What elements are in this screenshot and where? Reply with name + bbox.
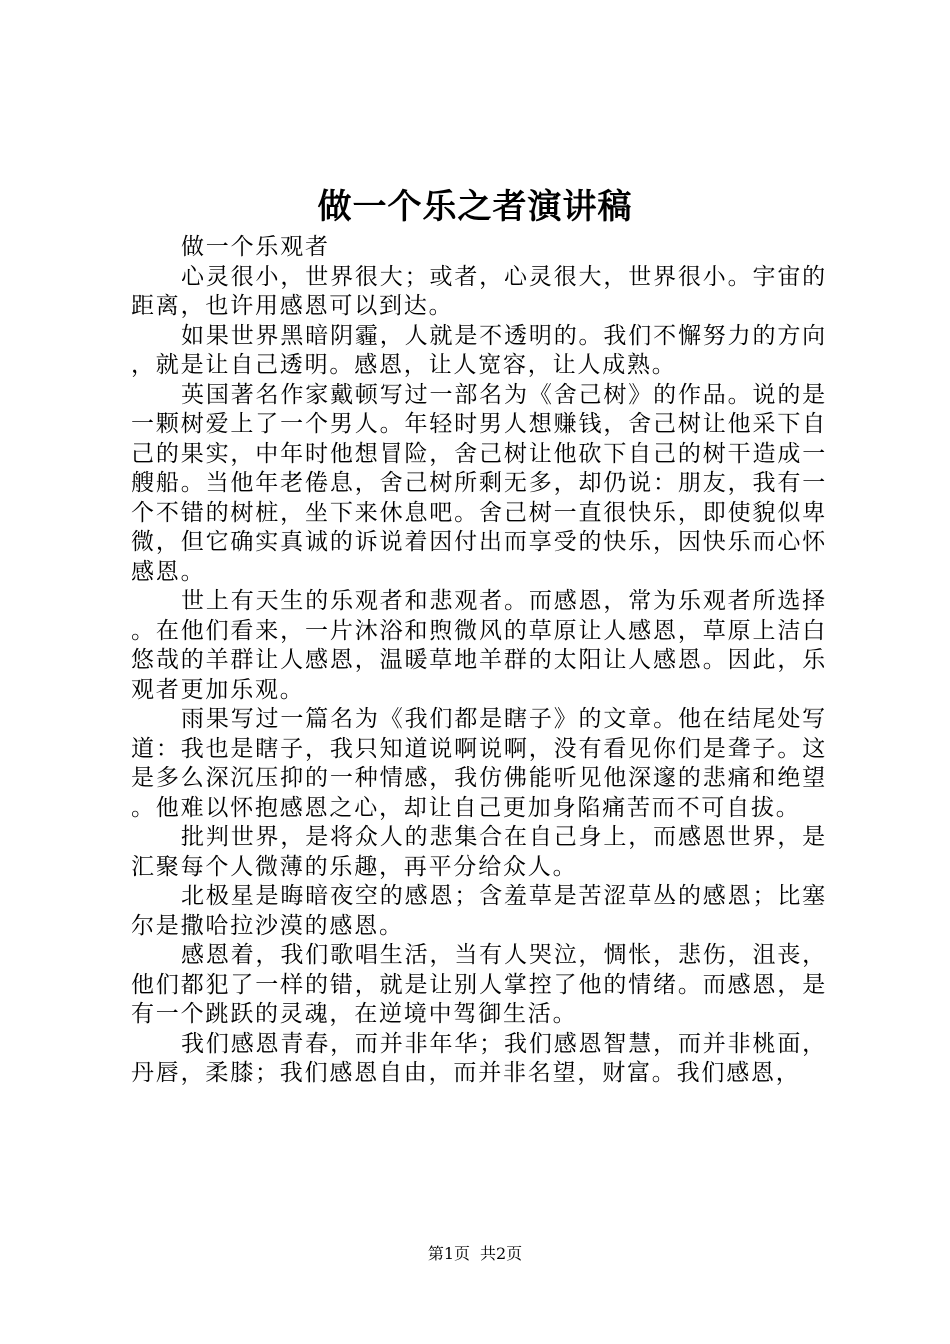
- paragraph: 心灵很小，世界很大；或者，心灵很大，世界很小。宇宙的距离，也许用感恩可以到达。: [131, 263, 827, 319]
- paragraph: 我们感恩青春，而并非年华；我们感恩智慧，而并非桃面，丹唇，柔膝；我们感恩自由，而并非名望，财富。我们感恩，: [131, 1030, 827, 1086]
- page-number-current: 第1页: [427, 1244, 470, 1263]
- page-number-total: 共2页: [480, 1244, 523, 1263]
- paragraph: 北极星是晦暗夜空的感恩；含羞草是苦涩草丛的感恩；比塞尔是撒哈拉沙漠的感恩。: [131, 883, 827, 939]
- paragraph: 做一个乐观者: [181, 234, 330, 260]
- document-title: 做一个乐之者演讲稿: [317, 187, 633, 227]
- paragraph: 批判世界，是将众人的悲集合在自己身上，而感恩世界，是汇聚每个人微薄的乐趣，再平分给众人。: [131, 824, 827, 880]
- document-body: [131, 233, 827, 1089]
- paragraph: 如果世界黑暗阴霾，人就是不透明的。我们不懈努力的方向，就是让自己透明。感恩，让人宽容，让人成熟。: [131, 322, 827, 378]
- paragraph: 英国著名作家戴顿写过一部名为《舍己树》的作品。说的是一颗树爱上了一个男人。年轻时男人想赚钱，舍己树让他采下自己的果实，中年时他想冒险，舍己树让他砍下自己的树干造成一艘船。当他年老倦息，舍己树所剩无多，却仍说：朋友，我有一个不错的树桩，坐下来休息吧。舍己树一直很快乐，即使貌似卑微，但它确实真诚的诉说着因付出而享受的快乐，因快乐而心怀感恩。: [131, 381, 827, 585]
- paragraph: 雨果写过一篇名为《我们都是瞎子》的文章。他在结尾处写道：我也是瞎子，我只知道说啊说啊，没有看见你们是聋子。这是多么深沉压抑的一种情感，我仿佛能听见他深邃的悲痛和绝望。他难以怀抱感恩之心，却让自己更加身陷痛苦而不可自拔。: [131, 706, 827, 821]
- page-footer: [0, 1243, 950, 1265]
- paragraph: 世上有天生的乐观者和悲观者。而感恩，常为乐观者所选择。在他们看来，一片沐浴和煦微风的草原让人感恩，草原上洁白悠哉的羊群让人感恩，温暖草地羊群的太阳让人感恩。因此，乐观者更加乐观。: [131, 588, 827, 703]
- paragraph: 感恩着，我们歌唱生活，当有人哭泣，惆怅，悲伤，沮丧，他们都犯了一样的错，就是让别人掌控了他的情绪。而感恩，是有一个跳跃的灵魂，在逆境中驾御生活。: [131, 942, 827, 1027]
